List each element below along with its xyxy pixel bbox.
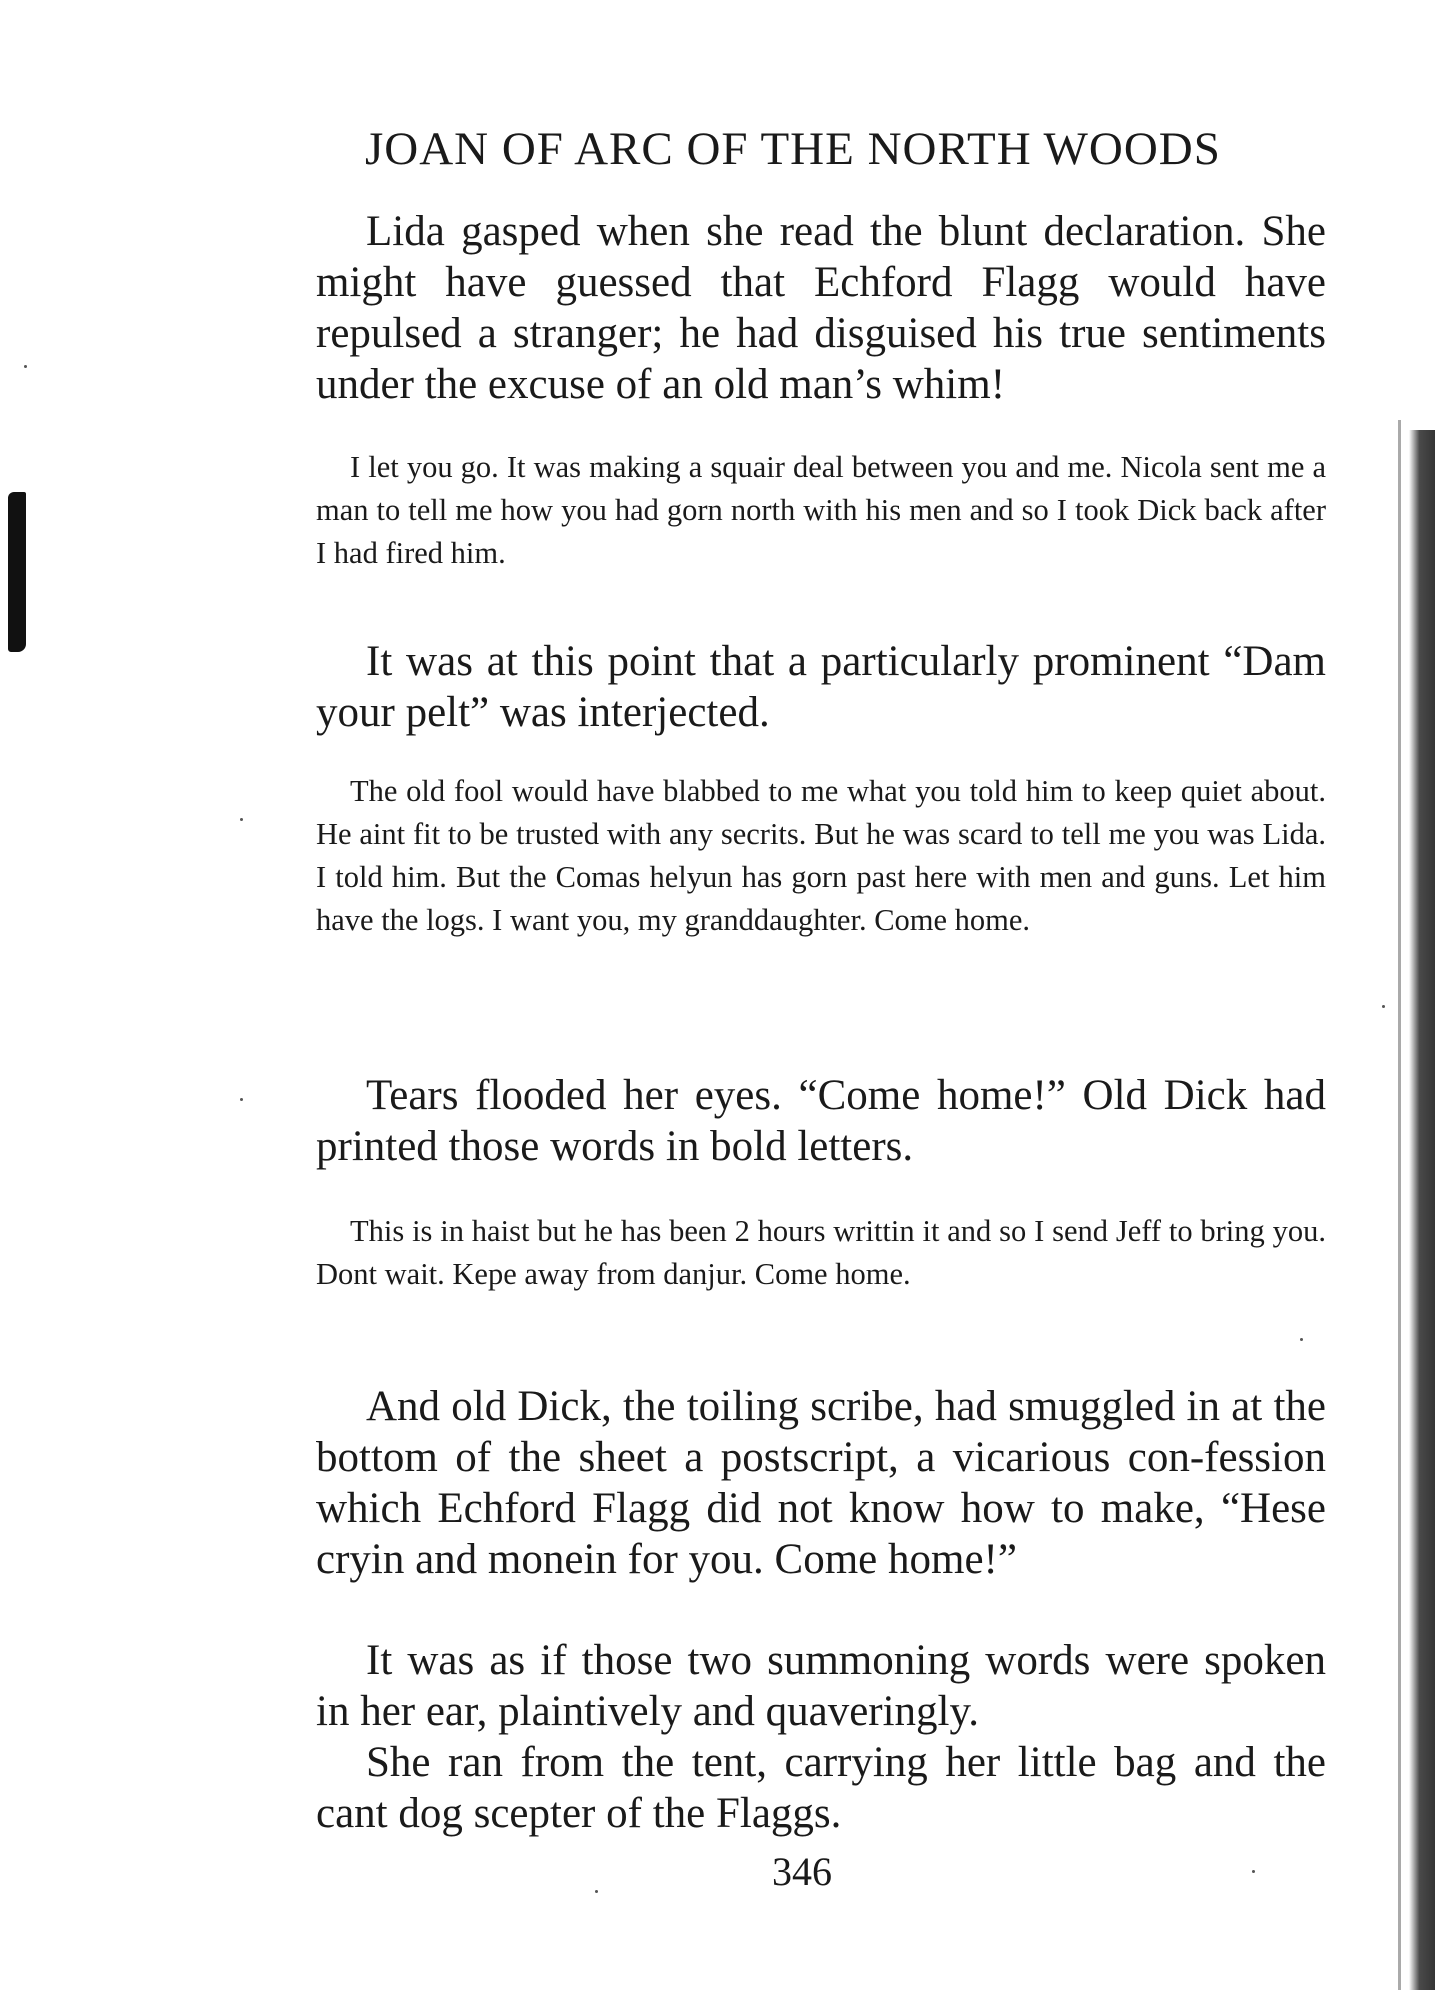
scan-speck	[240, 1098, 243, 1101]
paragraph-tears-flooded: Tears flooded her eyes. “Come home!” Old Dick had printed those words in bold letters.	[316, 1072, 1326, 1170]
paragraph-ran-from-tent: She ran from the tent, carrying her little bag and the cant dog scepter of the Flaggs.	[316, 1739, 1326, 1837]
scan-binding-mark	[8, 492, 26, 652]
page-number: 346	[772, 1849, 832, 1894]
scan-speck	[240, 818, 243, 821]
scan-speck	[1382, 1005, 1385, 1008]
letter-excerpt-in-haist: This is in haist but he has been 2 hours writtin it and so I send Jeff to bring you. Dont wait. Kepe away from danjur. Come home.	[316, 1214, 1326, 1291]
letter-excerpt-squair-deal: I let you go. It was making a squair deal between you and me. Nicola sent me a man to tell me how you had gorn north with his men and so I took Dick back after I had fired him.	[316, 450, 1326, 570]
scan-speck	[1300, 1338, 1303, 1341]
running-header: JOAN OF ARC OF THE NORTH WOODS	[365, 123, 1221, 175]
scan-edge-shadow	[1409, 430, 1435, 1990]
paragraph-lida-gasped: Lida gasped when she read the blunt declaration. She might have guessed that Echford Flagg would have repulsed a stranger; he had disguised his true sentiments under the excuse of an old man’s whim!	[316, 208, 1326, 408]
paragraph-dam-your-pelt: It was at this point that a particularly prominent “Dam your pelt” was interjected.	[316, 638, 1326, 736]
scan-speck	[595, 1890, 598, 1893]
paragraph-summoning-words: It was as if those two summoning words were spoken in her ear, plaintively and quaveringly.	[316, 1637, 1326, 1735]
scan-speck	[1252, 1870, 1255, 1873]
scan-edge-line	[1398, 420, 1401, 1990]
letter-excerpt-old-fool: The old fool would have blabbed to me what you told him to keep quiet about. He aint fit to be trusted with any secrits. But he was scard to tell me you was Lida. I told him. But the Comas helyun has gorn past here with men and guns. Let him have the logs. I want you, my granddaughter. Come home.	[316, 774, 1326, 937]
paragraph-old-dick-scribe: And old Dick, the toiling scribe, had smuggled in at the bottom of the sheet a postscript, a vicarious con-fession which Echford Flagg did not know how to make, “Hese cryin and monein for you. Come home!”	[316, 1383, 1326, 1583]
scan-speck	[24, 365, 27, 368]
